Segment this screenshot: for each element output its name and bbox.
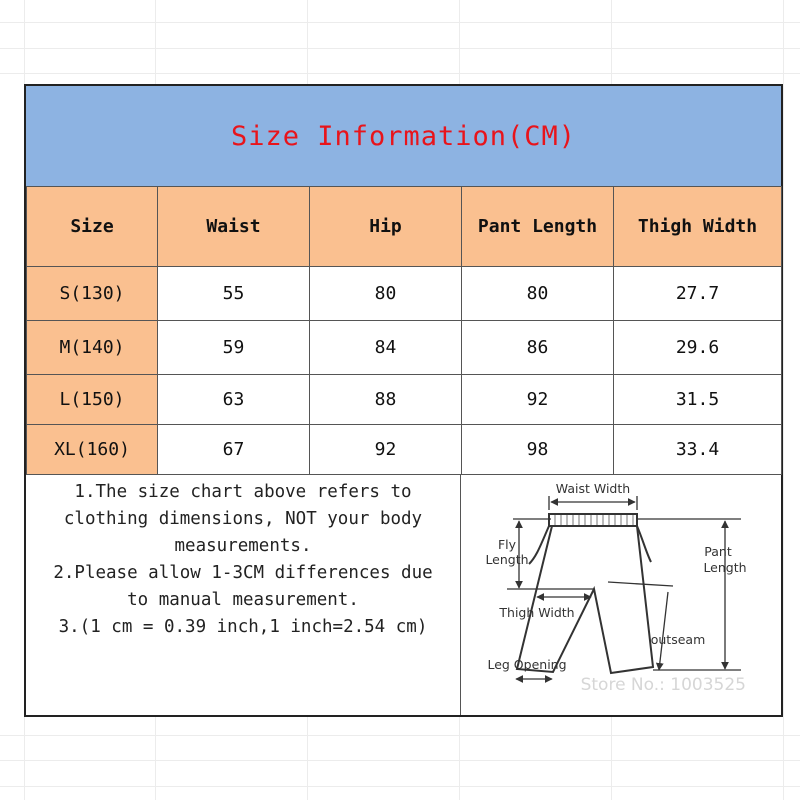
left-pocket	[529, 526, 549, 564]
thigh-width-cell: 27.7	[614, 267, 782, 321]
note-line: 1.The size chart above refers to	[74, 482, 412, 502]
size-cell: L(150)	[27, 375, 158, 425]
waistband	[549, 514, 637, 526]
column-header-thigh-width: Thigh Width	[614, 187, 782, 267]
hip-cell: 80	[310, 267, 462, 321]
pant-length-label: Length	[703, 560, 747, 575]
outseam-label: outseam	[650, 632, 706, 647]
fly-label: Fly	[497, 537, 517, 552]
note-line: 3.(1 cm = 0.39 inch,1 inch=2.54 cm)	[58, 617, 428, 637]
leg-opening-label: Leg Opening	[487, 657, 567, 672]
size-notes	[26, 474, 461, 715]
waist-cell: 59	[158, 321, 310, 375]
thigh-width-cell: 31.5	[614, 375, 782, 425]
thigh-width-cell: 29.6	[614, 321, 782, 375]
pants-diagram-svg	[461, 474, 781, 715]
store-watermark: Store No.: 1003525	[580, 675, 746, 695]
size-chart	[24, 84, 783, 717]
table-row	[27, 267, 782, 321]
pant-length-cell: 98	[462, 425, 614, 475]
note-line: clothing dimensions, NOT your body	[63, 509, 423, 529]
table-header-row	[27, 187, 782, 267]
waist-cell: 67	[158, 425, 310, 475]
waist-width-label: Waist Width	[555, 481, 631, 496]
table-row	[27, 375, 782, 425]
size-cell: XL(160)	[27, 425, 158, 475]
fly-length-label: Length	[485, 552, 529, 567]
hip-cell: 84	[310, 321, 462, 375]
column-header-hip: Hip	[310, 187, 462, 267]
pants-outline	[517, 514, 653, 673]
waist-cell: 63	[158, 375, 310, 425]
pants-measurement-diagram	[461, 474, 781, 715]
column-header-pant-length: Pant Length	[462, 187, 614, 267]
thigh-width-label: Thigh Width	[499, 605, 575, 620]
title-band	[26, 86, 781, 187]
size-cell: S(130)	[27, 267, 158, 321]
thigh-width-cell: 33.4	[614, 425, 782, 475]
pant-label: Pant	[704, 544, 732, 559]
column-header-waist: Waist	[158, 187, 310, 267]
pants-legs	[517, 526, 653, 673]
note-line: to manual measurement.	[127, 590, 359, 610]
pant-length-cell: 80	[462, 267, 614, 321]
hip-cell: 92	[310, 425, 462, 475]
waist-cell: 55	[158, 267, 310, 321]
hip-cell: 88	[310, 375, 462, 425]
note-line: 2.Please allow 1-3CM differences due	[53, 563, 433, 583]
pant-length-cell: 86	[462, 321, 614, 375]
size-table	[26, 186, 782, 475]
table-row	[27, 321, 782, 375]
outseam-arrow	[659, 592, 668, 670]
pant-length-cell: 92	[462, 375, 614, 425]
table-row	[27, 425, 782, 475]
column-header-size: Size	[27, 187, 158, 267]
note-line: measurements.	[174, 536, 312, 556]
size-cell: M(140)	[27, 321, 158, 375]
chart-title: Size Information(CM)	[230, 120, 577, 152]
